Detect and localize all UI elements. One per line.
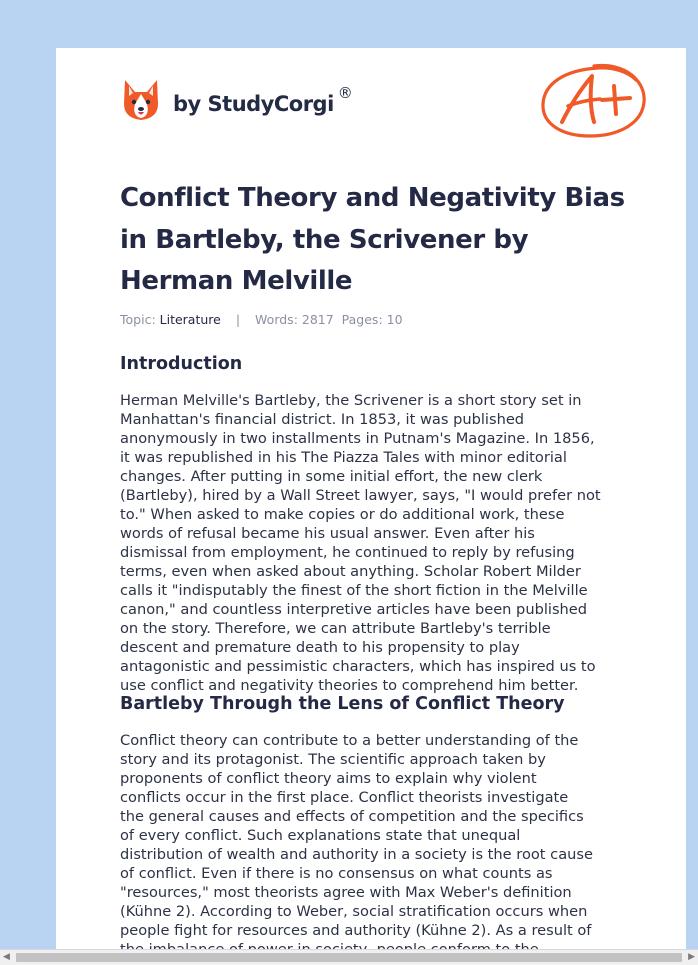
- text-line: antagonistic and pessimistic characters, which has inspired us to: [120, 658, 596, 675]
- text-line: (Kühne 2). According to Weber, social stratification occurs when: [120, 903, 588, 920]
- text-line: Conflict theory can contribute to a better understanding of the: [120, 732, 579, 749]
- topic-label: Topic:: [120, 312, 156, 327]
- text-line: words of refusal became his usual answer. Even after his: [120, 525, 535, 542]
- scroll-right-icon[interactable]: ▶: [688, 952, 695, 962]
- horizontal-scrollbar[interactable]: [0, 949, 698, 965]
- section-paragraph-introduction: [120, 391, 640, 695]
- document-page: [56, 48, 686, 964]
- text-line: canon," and countless interpretive articles have been published: [120, 601, 588, 618]
- registered-mark: ®: [337, 84, 353, 102]
- section-heading-conflict-theory: Bartleby Through the Lens of Conflict Theory: [120, 694, 565, 714]
- document-meta: [120, 312, 403, 327]
- text-line: changes. After putting in some initial effort, the new clerk: [120, 468, 543, 485]
- word-count: Words: 2817: [255, 312, 334, 327]
- title-line: Herman Melville: [120, 266, 353, 296]
- title-line: Conflict Theory and Negativity Bias: [120, 183, 625, 213]
- meta-separator: |: [235, 312, 241, 327]
- text-line: the general causes and effects of competition and the specifics: [120, 808, 584, 825]
- title-line: in Bartleby, the Scrivener by: [120, 224, 529, 255]
- text-line: "resources," most theorists agree with Max Weber's definition: [120, 884, 572, 901]
- text-line: Manhattan's financial district. In 1853, it was published: [120, 411, 525, 428]
- page-title: [120, 178, 640, 303]
- text-line: Herman Melville's Bartleby, the Scrivener is a short story set in: [120, 392, 582, 409]
- text-line: to." When asked to make copies or do additional work, these: [120, 506, 565, 523]
- text-line: anonymously in two installments in Putnam's Magazine. In 1856,: [120, 430, 595, 447]
- text-line: of conflict. Even if there is no consensus on what counts as: [120, 865, 553, 882]
- text-line: conflicts occur in the first place. Conflict theorists investigate: [120, 789, 569, 806]
- text-line: proponents of conflict theory aims to explain why violent: [120, 770, 537, 787]
- scrollbar-thumb[interactable]: [16, 953, 682, 962]
- topic-link[interactable]: Literature: [159, 312, 221, 327]
- studycorgi-logo[interactable]: [122, 76, 353, 124]
- text-line: dismissal from employment, he continued to reply by refusing: [120, 544, 575, 561]
- corgi-icon: [122, 78, 160, 122]
- text-line: it was republished in his The Piazza Tales with minor editorial: [120, 449, 567, 466]
- section-heading-introduction: Introduction: [120, 354, 243, 374]
- text-line: people fight for resources and authority (Kühne 2). As a result of: [120, 922, 592, 939]
- text-line: descent and premature death to his propensity to play: [120, 639, 520, 656]
- text-line: of every conflict. Such explanations state that unequal: [120, 827, 521, 844]
- scroll-left-icon[interactable]: ◀: [3, 952, 10, 962]
- text-line: use conflict and negativity theories to comprehend him better.: [120, 677, 579, 694]
- section-paragraph-conflict-theory: [120, 731, 640, 959]
- page-count: Pages: 10: [341, 312, 403, 327]
- text-line: (Bartleby), hired by a Wall Street lawyer, says, "I would prefer not: [120, 487, 601, 504]
- text-line: calls it "indisputably the finest of the short fiction in the Melville: [120, 582, 588, 599]
- text-line: distribution of wealth and authority in a society is the root cause: [120, 846, 593, 863]
- text-line: on the story. Therefore, we can attribute Bartleby's terrible: [120, 620, 551, 637]
- text-line: terms, even when asked about anything. Scholar Robert Milder: [120, 563, 581, 580]
- text-line: story and its protagonist. The scientific approach taken by: [120, 751, 546, 768]
- logo-text: by StudyCorgi: [173, 92, 334, 116]
- a-plus-grade-badge: [540, 60, 648, 140]
